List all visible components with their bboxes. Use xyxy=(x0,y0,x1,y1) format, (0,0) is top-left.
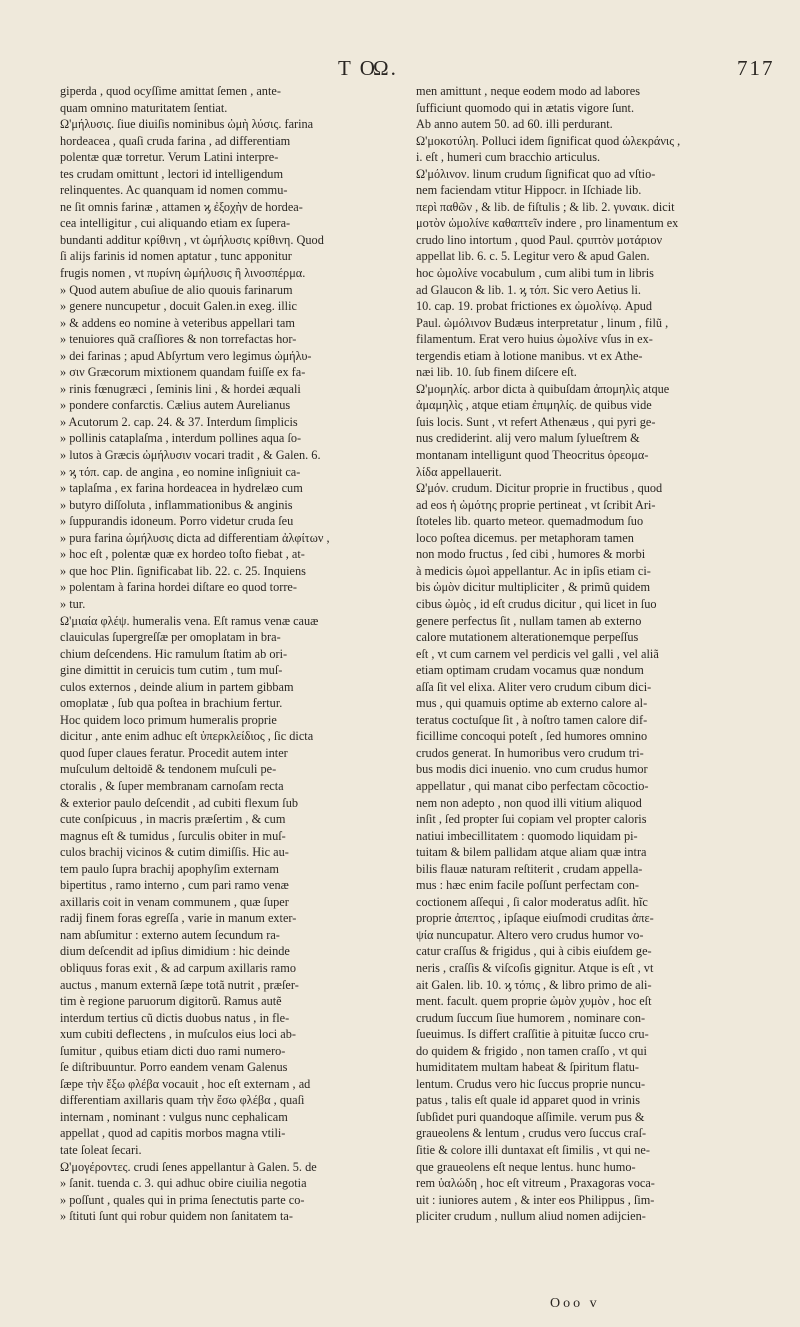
text-line: Hoc quidem loco primum humeralis proprie xyxy=(60,712,277,727)
text-line: omoplatæ , ſub qua poſtea in brachium fertur. xyxy=(60,696,283,711)
text-line: culos externos , deinde alium in partem gibbam xyxy=(60,679,294,694)
text-line: à medicis ὠμοὶ appellantur. Ac in ipſis etiam ci- xyxy=(416,563,651,578)
text-line: » tenuiores quã craſſiores & non torrefactas hor- xyxy=(60,332,297,347)
text-line: appellat , quod ad capitis morbos magna vtili- xyxy=(60,1126,286,1141)
text-line: ψία nuncupatur. Altero vero crudus humor vo- xyxy=(416,927,644,942)
text-line: magnus eſt & tumidus , ſurculis obiter in muſ- xyxy=(60,828,286,843)
text-line: etiam optimam crudam vocamus quæ nondum xyxy=(416,663,644,678)
text-line: ſæpe τὴν ἔξω φλέβα vocauit , hoc eſt externam , ad xyxy=(60,1076,311,1091)
text-line: interdum tertius cũ dictis duobus natus , in fle- xyxy=(60,1010,290,1025)
text-line: nem non adepto , non quod illi vitium aliquod xyxy=(416,795,642,810)
text-line: culos brachij vicinos & cutim dimiſſis. Hic au- xyxy=(60,845,289,860)
text-line: » que hoc Plin. ſignificabat lib. 22. c. 25. Inquiens xyxy=(60,563,306,578)
text-line: Paul. ὠμόλινον Budæus interpretatur , linum , filũ , xyxy=(416,315,669,330)
text-line: » hoc eſt , polentæ quæ ex hordeo toſto fiebat , at- xyxy=(60,547,305,562)
text-line: clauiculas ſupergreſſæ per omoplatam in bra- xyxy=(60,630,281,645)
text-line: » rinis fœnugræci , ſeminis lini , & hordei æquali xyxy=(60,381,301,396)
text-line: bilis flauæ naturam reſtiterit , crudam appella- xyxy=(416,861,643,876)
text-line: humiditatem multam habeat & ſpiritum flatu- xyxy=(416,1060,640,1075)
text-line: polentæ quæ torretur. Verum Latini interpre- xyxy=(60,150,279,165)
text-line: Ω'μογέροντες. crudi ſenes appellantur à Galen. 5. de xyxy=(60,1159,317,1174)
text-line: ἀμαμηλὶς , atque etiam ἐπιμηλίς. de quibus vide xyxy=(416,398,652,413)
text-line: ctoralis , & ſuper membranam carnoſam recta xyxy=(60,778,284,793)
text-line: λίδα appellauerit. xyxy=(416,464,502,479)
text-line: » ſuppurandis idoneum. Porro videtur cruda ſeu xyxy=(60,514,294,529)
text-line: » tur. xyxy=(60,596,86,611)
text-line: & exterior paulo deſcendit , ad cubiti flexum ſub xyxy=(60,795,299,810)
text-line: » pura farina ὠμήλυσις dicta ad differentiam ἀλφίτων , xyxy=(60,530,330,545)
text-line: » dei farinas ; apud Abſyrtum vero legimus ὠμήλυ- xyxy=(60,348,312,363)
text-line: » σιν Græcorum mixtionem quandam fuiſſe ex fa- xyxy=(60,365,306,380)
text-line: lentum. Crudus vero hic ſuccus proprie nuncu- xyxy=(416,1076,646,1091)
text-line: μοτὸν ὠμολίνε καθαπτεῖν indere , pro linamentum ex xyxy=(416,216,679,231)
text-line: crudos generat. In humoribus vero crudum tri- xyxy=(416,745,644,760)
text-line: uit : iuniores autem , & inter eos Philippus , ſim- xyxy=(416,1192,655,1207)
text-line: » poſſunt , quales qui in prima ſenectutis parte co- xyxy=(60,1192,305,1207)
header-right: Ω. xyxy=(373,56,398,80)
text-line: 10. cap. 19. probat frictiones ex ὠμολίνῳ. Apud xyxy=(416,299,653,314)
text-line: ſufficiunt quomodo qui in ætatis vigore ſunt. xyxy=(416,100,635,115)
text-line: teratus coctuſque ſit , à noſtro tamen calore dif- xyxy=(416,712,648,727)
text-line: quam omnino maturitatem ſentiat. xyxy=(60,100,228,115)
text-line: aſſa ſit vel elixa. Aliter vero crudum cibum dici- xyxy=(416,679,652,694)
text-line: ſubſidet puri quandoque aſſimile. verum pus & xyxy=(416,1109,645,1124)
text-line: » ϗ τόπ. cap. de angina , eo nomine inſigniuit ca- xyxy=(60,464,301,479)
text-line: ficillime concoqui poteſt , ſed humores omnino xyxy=(416,729,648,744)
text-line: ſitie & colore illi duntaxat eſt ſimilis , vt qui ne- xyxy=(416,1143,650,1157)
signature-mark: Ooo v xyxy=(550,1296,600,1311)
text-line: ſtoteles lib. quarto meteor. quemadmodum ſuo xyxy=(416,514,644,529)
text-line: hoc ὠμολίνε vocabulum , cum alibi tum in libris xyxy=(416,266,654,281)
text-line: patus , talis eſt quale id apparet quod in vrinis xyxy=(416,1093,641,1108)
text-line: genere perfectus ſit , nullam tamen ab externo xyxy=(416,613,642,628)
text-line: montanam intelligunt quod Theocritus ὀρεομα- xyxy=(416,448,649,463)
text-line: tes crudam omittunt , lectori id intelligendum xyxy=(60,166,284,181)
text-line: tim è regione paruorum digitorũ. Ramus autẽ xyxy=(60,994,282,1009)
left-column xyxy=(60,83,396,1225)
text-line: eſt , vt cum carnem vel perdicis vel galli , vel aliã xyxy=(416,646,659,661)
text-line: Ω'μόν. crudum. Dicitur proprie in fructibus , quod xyxy=(416,481,663,496)
text-line: » lutos à Græcis ὠμήλυσιν vocari tradit , & Galen. 6. xyxy=(60,448,321,463)
text-line: ſe diſtribuuntur. Porro eandem venam Galenus xyxy=(60,1060,288,1075)
text-line: περὶ παθῶν , & lib. de fiſtulis ; & lib. 2. γυναικ. dicit xyxy=(416,199,675,214)
right-column xyxy=(416,83,752,1225)
text-line: calore mutationem alterationemque perpeſſus xyxy=(416,630,639,645)
text-line: natiui imbecillitatem : quomodo liquidam pi- xyxy=(416,828,638,843)
text-line: internam , nominant : vulgus nunc cephalicam xyxy=(60,1109,288,1124)
text-line: bundanti additur κρίθινη , vt ὠμήλυσις κρίθινη. Quod xyxy=(60,232,324,247)
text-line: proprie ἀπεπτος , ipſaque eiuſmodi cruditas ἀπε- xyxy=(416,911,654,926)
text-line: tate ſoleat ſecari. xyxy=(60,1143,142,1157)
text-line: frugis nomen , vt πυρίνη ὠμήλυσις ἢ λινοσπέρμα. xyxy=(60,266,306,281)
text-line: » ſtituti ſunt qui robur quidem non ſanitatem ta- xyxy=(60,1209,293,1224)
text-line: ad eos ἡ ὠμότης proprie pertineat , vt ſcribit Ari- xyxy=(416,497,656,512)
text-line: » polentam à farina hordei diſtare eo quod torre- xyxy=(60,580,297,595)
header-left: T O xyxy=(338,56,377,80)
running-header xyxy=(0,56,800,80)
text-line: i. eſt , humeri cum bracchio articulus. xyxy=(416,150,601,165)
text-line: hordeacea , quaſi cruda farina , ad differentiam xyxy=(60,133,291,148)
text-line: ment. facult. quem proprie ὠμὸν χυμὸν , hoc eſt xyxy=(416,994,652,1009)
text-line: Ω'μομηλίς. arbor dicta à quibuſdam ἀπομηλὶς atque xyxy=(416,381,670,396)
text-line: que graueolens eſt neque lentus. hunc humo- xyxy=(416,1159,636,1174)
text-line: bipertitus , ramo interno , cum pari ramo venæ xyxy=(60,878,289,893)
text-line: axillaris coit in venam communem , quæ ſuper xyxy=(60,894,289,909)
text-line: crudum ſuccum ſiue humorem , nominare con- xyxy=(416,1010,646,1025)
text-line: » taplaſma , ex farina hordeacea in hydrelæo cum xyxy=(60,481,303,496)
text-line: Ω'μόλινον. linum crudum ſignificat quo ad vſtio- xyxy=(416,166,656,181)
text-line: inſit , ſed propter ſui copiam vel propter caloris xyxy=(416,812,647,827)
text-line: » Quod autem abuſiue de alio quouis farinarum xyxy=(60,282,293,297)
text-line: ſuis locis. Sunt , vt refert Athenæus , qui pyri ge- xyxy=(416,414,656,429)
text-line: auctus , manum externã ſæpe totã nutrit , præſer- xyxy=(60,977,299,992)
text-line: mus : hæc enim facile poſſunt perfectam con- xyxy=(416,878,639,893)
text-line: neris , craſſis & viſcoſis gignitur. Atque is eſt , vt xyxy=(416,960,654,975)
text-line: gine dimittit in ceruicis tum cutim , tum muſ- xyxy=(60,663,283,678)
text-line: muſculum deltoidẽ & tendonem muſculi pe- xyxy=(60,762,277,777)
text-line: cibus ὠμὸς , id eſt crudus dicitur , qui licet in ſuo xyxy=(416,596,657,611)
text-line: bis ὠμὸν dicitur multipliciter , & primũ quidem xyxy=(416,580,651,595)
text-line: quod ſuper claues feratur. Procedit autem inter xyxy=(60,745,288,760)
text-line: Ab anno autem 50. ad 60. illi perdurant. xyxy=(416,117,613,132)
text-line: » pondere confarctis. Cælius autem Aurelianus xyxy=(60,398,291,413)
text-line: radij finem foras egreſſa , varie in manum exter- xyxy=(60,911,297,926)
text-line: » butyro diſſoluta , inflammationibus & anginis xyxy=(60,497,293,512)
text-line: obliquus foras exit , & ad carpum axillaris ramo xyxy=(60,960,296,975)
text-line: crudo lino intortum , quod Paul. ςριπτὸν μοτάριον xyxy=(416,232,663,247)
text-line: appellatur , qui manat cibo perfectam cõcoctio- xyxy=(416,778,649,793)
text-line: filamentum. Erat vero huius ὠμολίνε vſus in ex- xyxy=(416,332,653,347)
text-line: ſueuimus. Is differt craſſitie à pituitæ ſucco cru- xyxy=(416,1027,649,1042)
text-line: rem ὑαλώδη , hoc eſt vitreum , Praxagoras voca- xyxy=(416,1176,655,1191)
text-line: tergendis etiam à lotione manibus. vt ex Athe- xyxy=(416,348,643,363)
text-line: » & addens eo nomine à veteribus appellari tam xyxy=(60,315,295,330)
text-line: » Acutorum 2. cap. 24. & 37. Interdum ſimplicis xyxy=(60,414,298,429)
text-line: ad Glaucon & lib. 1. ϗ τόπ. Sic vero Aetius li. xyxy=(416,282,642,297)
text-line: » pollinis cataplaſma , interdum pollines aqua ſo- xyxy=(60,431,302,446)
text-line: cute conſpicuus , in macris præſertim , & cum xyxy=(60,812,286,827)
text-line: do quidem & frigido , non tamen craſſo , vt qui xyxy=(416,1043,647,1058)
text-line: loco poſtea dicemus. per metaphoram tamen xyxy=(416,530,634,545)
text-line: mus , qui quamuis optime ab externo calore al- xyxy=(416,696,648,711)
text-line: catur craſſus & frigidus , qui à cibis eiuſdem ge- xyxy=(416,944,652,959)
text-line: giperda , quod ocyſſime amittat ſemen , ante- xyxy=(60,84,281,98)
text-line: Ω'μήλυσις. ſiue diuiſis nominibus ὠμὴ λύσις. farina xyxy=(60,117,314,132)
text-line: » ſanit. tuenda c. 3. qui adhuc obire ciuilia negotia xyxy=(60,1176,307,1191)
text-line: appellat lib. 6. c. 5. Legitur vero & apud Galen. xyxy=(416,249,650,264)
text-line: ſi alijs farinis id nomen aptatur , tunc apponitur xyxy=(60,249,292,264)
text-line: Ω'μοκοτύλη. Polluci idem ſignificat quod ὠλεκράνις , xyxy=(416,133,681,148)
text-line: Ω'μιαία φλέψ. humeralis vena. Eſt ramus venæ cauæ xyxy=(60,613,319,628)
text-line: nam abſumitur : externo autem ſecundum ra- xyxy=(60,927,280,942)
text-line: ſumitur , quibus etiam dicti duo rami numero- xyxy=(60,1043,286,1058)
text-line: non modo fructus , ſed cibi , humores & morbi xyxy=(416,547,646,562)
text-line: ne ſit omnis farinæ , attamen ϗ ἐξοχὴν de hordea- xyxy=(60,199,303,214)
text-line: chium deſcendens. Hic ramulum ſtatim ab ori- xyxy=(60,646,288,661)
text-line: ait Galen. lib. 10. ϗ τόπις , & libro primo de ali- xyxy=(416,977,652,992)
text-line: bus modis dici inuenio. vno cum crudus humor xyxy=(416,762,648,777)
text-line: xum cubiti deflectens , in muſculos eius loci ab- xyxy=(60,1027,296,1042)
text-line: relinquentes. Ac quanquam id nomen commu- xyxy=(60,183,288,198)
text-line: dicitur , ante enim adhuc eſt ὑπερκλείδιος , ſic dicta xyxy=(60,729,314,744)
text-line: pliciter crudum , nullum aliud nomen adijcien- xyxy=(416,1209,646,1224)
text-line: nem faciendam vtitur Hippocr. in Iſchiade lib. xyxy=(416,183,642,198)
text-line: men amittunt , neque eodem modo ad labores xyxy=(416,84,641,98)
text-line: næi lib. 10. ſub finem diſcere eſt. xyxy=(416,365,577,380)
text-line: tem paulo ſupra brachij apophyſim externam xyxy=(60,861,279,876)
text-line: coctionem aſſequi , ſi calor moderatus adſit. hĩc xyxy=(416,894,648,909)
text-line: cea intelligitur , cui aliquando etiam ex ſupera- xyxy=(60,216,291,231)
text-line: nus crediderint. alij vero malum ſylueſtrem & xyxy=(416,431,640,446)
text-line: differentiam axillaris quam τὴν ἔσω φλέβα , quaſi xyxy=(60,1093,305,1108)
text-line: tuitam & bilem pallidam atque aliam quæ intra xyxy=(416,845,647,860)
page-number: 717 xyxy=(737,56,775,80)
text-line: graueolens & lentum , crudus vero ſuccus craſ- xyxy=(416,1126,647,1141)
text-line: dium deſcendit ad ipſius dimidium : hic deinde xyxy=(60,944,290,959)
text-line: » genere nuncupetur , docuit Galen.in exeg. illic xyxy=(60,299,297,314)
